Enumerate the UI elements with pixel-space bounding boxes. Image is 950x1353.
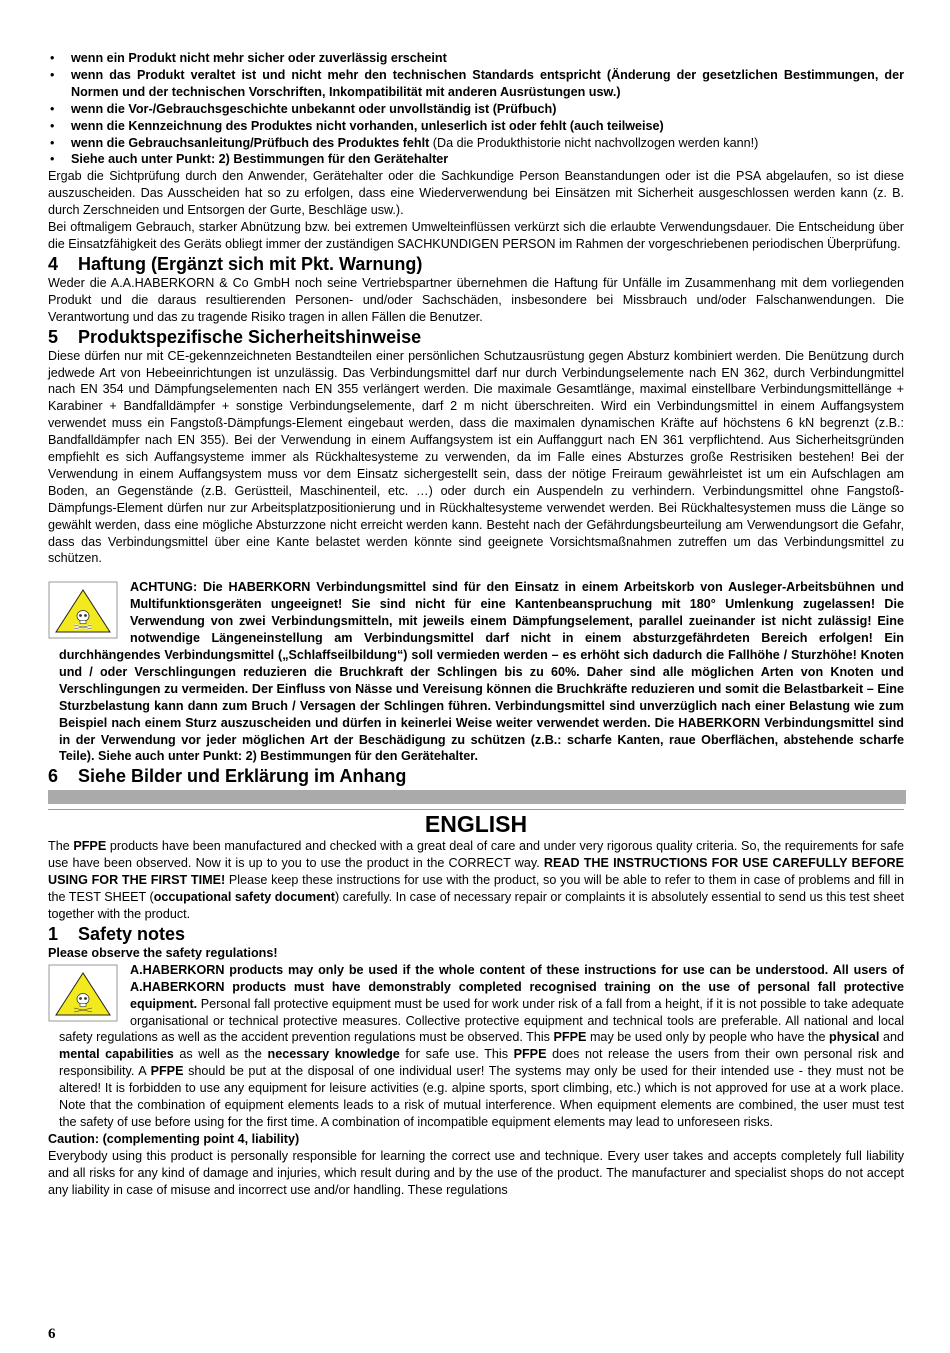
achtung-body: : Die HABERKORN Verbindungsmittel sind für den Einsatz in einem Arbeitskorb von Ausleger-Arbeitsbühnen und Multifunktionsgeräten ungeeignet! Sie sind nicht für eine Kantenbeanspruchung mit 180° Umlenkung zugelassen! Die Verwendung von zwei Verbindungsmitteln, mit jeweils einem Dämpfungselement, parallel zueinander ist nicht zulässig! Eine notwendige Längeneinstellung am Verbindungsmittel darf nicht in einem absturzgefährdeten Bereich erfolgen! Ein durchhängendes Verbindungsmittel („Schlaffseilbildung“) soll vermieden werden – es erhöht sich dadurch die Fallhöhe / Sturzhöhe! Knoten und / oder Verschlingungen reduzieren die Bruchkraft der Schlingen bis zu 60%. Daher sind alle möglichen Arten von Knoten und Verschlingungen zu vermeiden. Der Einfluss von Nässe und Vereisung können die Bruchkräfte reduzieren und somit die Belastbarkeit – Eine Sturzbelastung kann dann zum Bruch / Versagen der Schlingen führen. Verbindungsmittel sind unverzüglich nach einer Belastung wie zum Beispiel nach einem Sturz auszuscheiden und dürfen in keinerlei Weise weiter verwendet werden. Die HABERKORN Verbindungsmittel sind in der Verwendung vor jeder möglichen Art der Beschädigung zu schützen (z.B.: scharfe Kanten, raue Oberflächen, abstehende scharfe Teile). Siehe auch unter Punkt: 2) Bestimmungen für den Gerätehalter. xyxy=(59,580,904,764)
list-item xyxy=(48,151,904,168)
section-heading-4 xyxy=(48,254,904,274)
intro-text: products have been manufactured and checked with a great deal of care and under very rigorous quality criteria. So, the requirements for safe use have been observed. Now it is up to you to use the product in the CORRECT way. xyxy=(48,839,904,871)
section-number: 1 xyxy=(48,923,59,944)
section-title: Haftung (Ergänzt sich mit Pkt. Warnung) xyxy=(78,253,423,274)
english-heading: ENGLISH xyxy=(48,809,904,838)
bullet-text: wenn die Vor-/Gebrauchsgeschichte unbekannt oder unvollständig ist (Prüfbuch) xyxy=(71,101,557,116)
safety-bold: PFPE xyxy=(150,1064,184,1079)
paragraph-gebrauch: Bei oftmaligem Gebrauch, starker Abnützung bzw. bei extremen Umwelteinflüssen verkürzt sich die erlaubte Verwendungsdauer. Die Entscheidung über die Einsatzfähigkeit des Geräts obliegt immer der zuständigen SACHKUNDIGEN PERSON im Rahmen der vorgeschriebenen periodischen Überprüfung. xyxy=(48,220,904,251)
document-page xyxy=(48,50,904,1198)
safety-bold: A.HABERKORN products may only be used if the whole content of these instructions for use can be understood. All users of A.HABERKORN products must have demonstrably completed recognised training on the use of personal fall protective equipment. xyxy=(130,962,904,1011)
safety-bold: PFPE xyxy=(513,1047,547,1062)
safety-bold: necessary knowledge xyxy=(267,1047,400,1062)
paragraph-intro xyxy=(48,838,904,923)
section-title: Produktspezifische Sicherheitshinweise xyxy=(78,326,422,347)
caution-text: Everybody using this product is personally responsible for learning the correct use and technique. Every user takes and accepts completely full liability and all risks for any kind of damage and injuries, which result during and by the use of the product. The manufacturer and specialist shops do not accept any liability in case of misuse and incorrect use and/or handling. These regulations xyxy=(48,1148,904,1197)
section-title: Siehe Bilder und Erklärung im Anhang xyxy=(78,766,407,787)
safety-normal: should be put at the disposal of one individual user! The systems may only be used for their intended use - they must not be altered! It is forbidden to use any equipment for leisure activities (e.g. alpine sports, sport climbing, etc.) which is not approved for use at a work place. Note that the combination of equipment elements leads to a risk of mutual interference. When equipment elements are combined, the user must test the safety of use before using for the first time. A combination of incompatible equipment elements may lead to unforeseen risks. xyxy=(59,1064,904,1129)
safety-normal: as well as the xyxy=(173,1047,268,1062)
page-number: 6 xyxy=(48,1326,56,1342)
safety-bold: PFPE xyxy=(553,1030,587,1045)
safety-bold: mental capabilities xyxy=(59,1047,174,1062)
safety-text xyxy=(48,962,904,1131)
intro-text: ) carefully. In case of necessary repair or complaints it is absolutely essential to send us this test sheet together with the product. xyxy=(48,890,904,921)
bullet-text: Siehe auch unter Punkt: 2) Bestimmungen für den Gerätehalter xyxy=(71,152,449,167)
divider-bar xyxy=(48,790,906,804)
safety-block xyxy=(48,962,904,1131)
caution-heading: Caution: (complementing point 4, liability) xyxy=(48,1131,300,1146)
section-heading-5 xyxy=(48,327,904,347)
section-number: 6 xyxy=(48,766,59,787)
achtung-text xyxy=(48,579,904,765)
paragraph-sicherheitshinweise: Diese dürfen nur mit CE-gekennzeichneten Bestandteilen einer persönlichen Schutzausrüstung gegen Absturz kombiniert werden. Die Benützung durch jedwede Art von Hebeeinrichtungen ist unzulässig. Das Verbindungsmittel darf nur durch Verbindungselemente nach EN 362, durch Verbindungmittel nach EN 354 und Dämpfungselementen nach EN 355 verlängert werden. Die maximale Gesamtlänge, maximal einstellbare Verbindungsmittellänge + Karabiner + Bandfalldämpfer + sonstige Verbindungselemente, darf 2 m nicht überschreiten. Wird ein Verbindungsmittel in einem Auffangsystem verwendet muss ein Fangstoß-Dämpfungs-Element eingebaut werden, dass die maximalen dynamischen Kräfte auf höchstens 6 kN begrenzt (z.B.: Bandfalldämpfer nach EN 355). Bei der Verwendung in einem Auffangsystem ist ein Auffanggurt nach EN 361 verpflichtend. Aus Sicherheitsgründen empfiehlt es sich Auffangsysteme immer als Rückhaltesysteme zu verwenden, da im Falle eines Absturzes große Restrisiken bestehen! Bei der Verwendung in einem Auffangsystem muss vor dem Einsatz sichergestellt sein, dass der nötige Freiraum gewährleistet ist um ein Aufschlagen am Boden, an Gegenstände (z.B. Gerüstteil, Maschinenteil, etc. …) oder durch ein Auspendeln zu verhindern. Verbindungsmittel ohne Fangstoß-Dämpfungs-Element dürfen nur zur Arbeitsplatzpositionierung und in Rückhaltesysteme verwendet werden. Bei Rückhaltesystemen muss die Länge so gewählt werden, dass eine mögliche Absturzzone nicht erreicht werden kann. Besteht nach der Gefährdungsbeurteilung am Verwendungsort die Gefahr, dass das Verbindungsmittel über eine Kante belastet werden könnte sind geeignete Vorsichtsmaßnahmen zutreffen um das Verbindungsmittel zu schützen. xyxy=(48,348,904,566)
bullet-text: wenn ein Produkt nicht mehr sicher oder zuverlässig erscheint xyxy=(71,51,447,65)
section-number: 5 xyxy=(48,326,59,347)
safety-normal: for safe use. This xyxy=(399,1047,514,1062)
warning-skull-icon xyxy=(48,964,118,1022)
section-heading-6 xyxy=(48,766,904,786)
safety-bold: physical xyxy=(829,1030,880,1045)
bullet-text: wenn die Kennzeichnung des Produktes nicht vorhanden, unleserlich ist oder fehlt (auch teilweise) xyxy=(71,118,664,133)
intro-text: Please keep these instructions for use with the product, so you will be able to refer to them in case of problems and fill in the TEST SHEET ( xyxy=(48,873,904,905)
achtung-block xyxy=(48,579,904,765)
bullet-text: wenn das Produkt veraltet ist und nicht mehr den technischen Standards entspricht (Änderung der gesetzlichen Bestimmungen, der Normen und der technischen Vorschriften, Inkompatibilität mit anderen Ausrüstungen usw.) xyxy=(71,67,904,99)
intro-bold: READ THE INSTRUCTIONS FOR USE CAREFULLY BEFORE USING FOR THE FIRST TIME! xyxy=(48,856,904,888)
list-item xyxy=(48,50,904,67)
intro-bold: occupational safety document xyxy=(153,890,335,905)
safety-normal: may be used only by people who have the xyxy=(586,1030,830,1045)
safety-normal: and xyxy=(879,1030,904,1045)
list-item xyxy=(48,135,904,152)
achtung-label: ACHTUNG xyxy=(130,580,193,595)
intro-bold: PFPE xyxy=(73,839,107,854)
list-item xyxy=(48,67,904,101)
bullet-list xyxy=(48,50,904,168)
section-heading-1 xyxy=(48,924,904,944)
bullet-text: wenn die Gebrauchsanleitung/Prüfbuch des Produktes fehlt xyxy=(71,135,430,150)
observe-regulations: Please observe the safety regulations! xyxy=(48,945,278,960)
intro-text: The xyxy=(48,839,74,854)
list-item xyxy=(48,118,904,135)
paragraph-haftung: Weder die A.A.HABERKORN & Co GmbH noch seine Vertriebspartner übernehmen die Haftung für Unfälle im Zusammenhang mit dem vorliegenden Produkt und die daraus resultierenden Personen- und/oder Sachschäden, insbesondere bei Missbrauch und/oder Falschanwendungen. Die Verantwortung und das zu tragende Risiko tragen in allen Fällen die Benutzer. xyxy=(48,275,904,324)
bullet-note: (Da die Produkthistorie nicht nachvollzogen werden kann!) xyxy=(429,135,759,150)
list-item xyxy=(48,101,904,118)
paragraph-sichtpruefung: Ergab die Sichtprüfung durch den Anwender, Gerätehalter oder die Sachkundige Person Beanstandungen oder ist die PSA abgelaufen, so ist diese auszuscheiden. Das Ausscheiden hat so zu erfolgen, dass eine Wiederverwendung bei Einsätzen mit Sicherheit ausgeschlossen werden kann (z. B. durch Zerschneiden und Entsorgen der Gurte, Beschläge usw.). xyxy=(48,169,904,218)
safety-normal: Personal fall protective equipment must be used for work under risk of a fall from a height, if it is not possible to take adequate organisational or technical protective measures. Collective protective equipment and technical tools are preferable. All national and local safety regulations as well as the accident prevention regulations must be observed. This xyxy=(59,996,904,1045)
section-number: 4 xyxy=(48,253,59,274)
warning-skull-icon xyxy=(48,581,118,639)
section-title: Safety notes xyxy=(78,923,186,944)
safety-normal: does not release the users from their own personal risk and responsibility. A xyxy=(59,1047,905,1079)
